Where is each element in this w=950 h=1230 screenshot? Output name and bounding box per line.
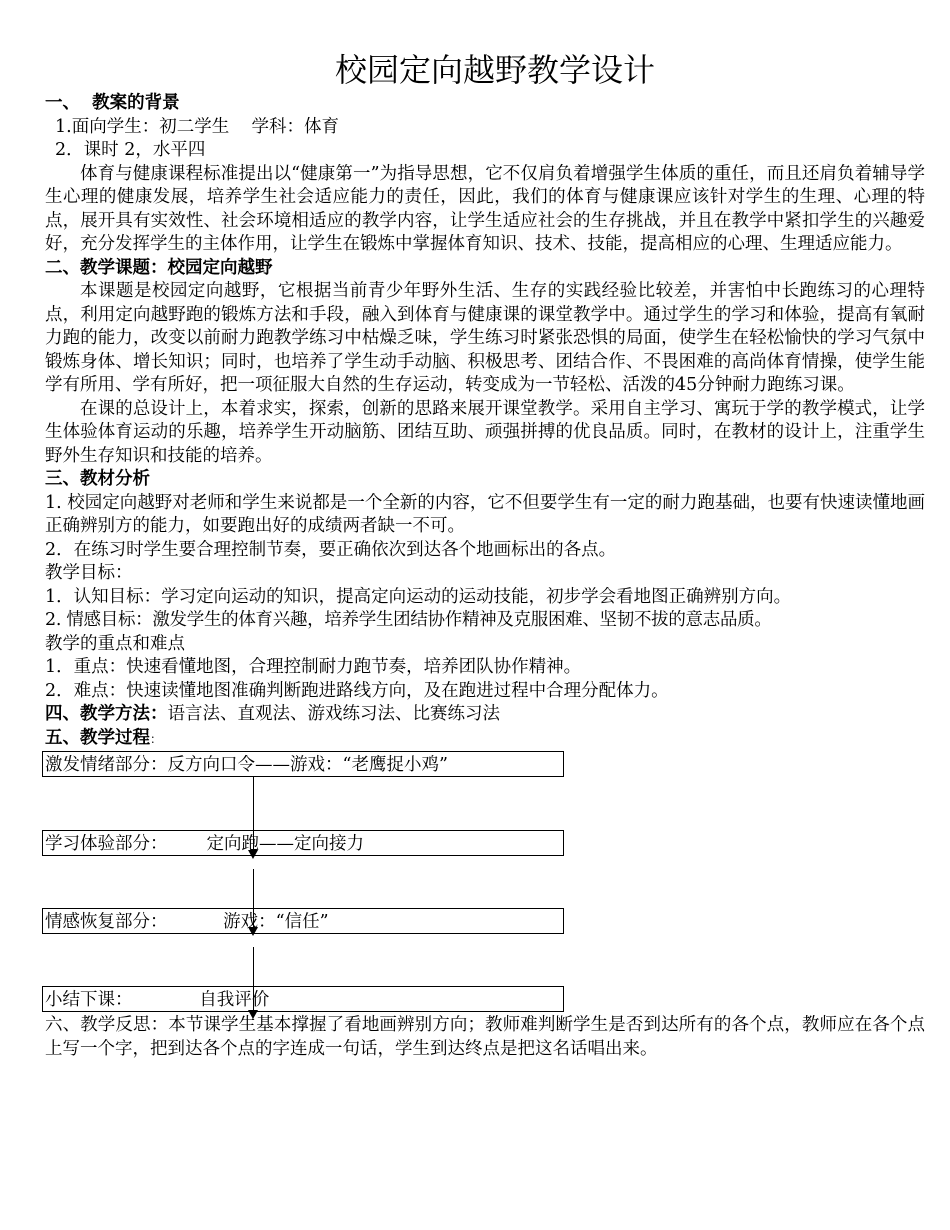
section-2-paragraph-1: 本课题是校园定向越野，它根据当前青少年野外生活、生存的实践经验比较差，并害怕中长跑练习的心理特点，利用定向越野跑的锻炼方法和手段，融入到体育与健康课的课堂教学中。通过学生的学习和体验，提高有氧耐力跑的能力，改变以前耐力跑教学练习中枯燥乏味，学生练习时紧张恐惧的局面，使学生在轻松愉快的学习气氛中锻炼身体、增长知识；同时，也培养了学生动手动脑、积极思考、团结合作、不畏困难的高尚体育情操，使学生能学有所用、学有所好，把一项征服大自然的生存运动，转变成为一节轻松、活泼的45分钟耐力跑练习课。 xyxy=(45,281,925,395)
section-4 xyxy=(45,703,925,727)
section-4-text: 语言法、直观法、游戏练习法、比赛练习法 xyxy=(167,704,500,724)
goal-1: 1．认知目标：学习定向运动的知识，提高定向运动的运动技能，初步学会看地图正确辨别方向。 xyxy=(45,586,792,607)
section-3-item-1: 1. 校园定向越野对老师和学生来说都是一个全新的内容，它不但要学生有一定的耐力跑基础，也要有快速读懂地画正确辨别方的能力，如要跑出好的成绩两者缺一不可。 xyxy=(45,492,925,536)
section-1-heading: 一、 教案的背景 xyxy=(45,93,180,113)
section-2-paragraph-2: 在课的总设计上，本着求实，探索，创新的思路来展开课堂教学。采用自主学习、寓玩于学的教学模式，让学生体验体育运动的乐趣，培养学生开动脑筋、团结互助、顽强拼搏的优良品质。同时，在教材的设计上，注重学生野外生存知识和技能的培养。 xyxy=(45,398,925,466)
flow-box-recovery: 情感恢复部分： 游戏：“信任” xyxy=(42,908,564,934)
focus-1: 1．重点：快速看懂地图，合理控制耐力跑节奏，培养团队协作精神。 xyxy=(45,657,582,677)
focus-label: 教学的重点和难点 xyxy=(45,633,185,654)
flow-box-learning: 学习体验部分： 定向跑——定向接力 xyxy=(42,830,564,856)
document-page xyxy=(45,48,925,1061)
flow-box-motivation: 激发情绪部分：反方向口令——游戏：“老鹰捉小鸡” xyxy=(42,751,564,777)
section-1-paragraph: 体育与健康课程标准提出以“健康第一”为指导思想，它不仅肩负着增强学生体质的重任，而且还肩负着辅导学生心理的健康发展，培养学生社会适应能力的责任，因此，我们的体育与健康课应该针对学生的生理、心理的特点，展开具有实效性、社会环境相适应的教学内容，让学生适应社会的生存挑战，并且在教学中紧扣学生的兴趣爱好，充分发挥学生的主体作用，让学生在锻炼中掌握体育知识、技术、技能，提高相应的心理、生理适应能力。 xyxy=(45,163,925,254)
section-3-item-2: 2．在练习时学生要合理控制节奏，要正确依次到达各个地画标出的各点。 xyxy=(45,539,617,560)
section-6-reflection: 六、教学反思：本节课学生基本撑握了看地画辨别方向；教师难判断学生是否到达所有的各个点，教师应在各个点上写一个字，把到达各个点的字连成一句话，学生到达终点是把这名话唱出来。 xyxy=(45,1015,925,1059)
document-title: 校园定向越野教学设计 xyxy=(334,51,655,89)
teaching-goals-label: 教学目标： xyxy=(45,563,133,583)
section-4-heading: 四、教学方法： xyxy=(45,704,168,724)
section-5-colon: ： xyxy=(150,731,163,746)
section-1-line-2: 2．课时 2，水平四 xyxy=(55,140,206,160)
section-1-line-1: 1.面向学生：初二学生 学科：体育 xyxy=(55,116,339,137)
section-5-heading: 五、教学过程 xyxy=(45,727,150,748)
focus-2: 2．难点：快速读懂地图准确判断跑进路线方向，及在跑进过程中合理分配体力。 xyxy=(45,680,669,701)
section-3-heading: 三、教材分析 xyxy=(45,469,150,489)
goal-2: 2. 情感目标：激发学生的体育兴趣，培养学生团结协作精神及克服困难、坚韧不拔的意志品质。 xyxy=(45,610,772,630)
section-2-heading: 二、教学课题：校园定向越野 xyxy=(45,257,273,278)
flow-box-summary: 小结下课： 自我评价 xyxy=(42,986,564,1012)
process-flowchart xyxy=(45,751,925,1019)
section-5 xyxy=(45,727,925,752)
